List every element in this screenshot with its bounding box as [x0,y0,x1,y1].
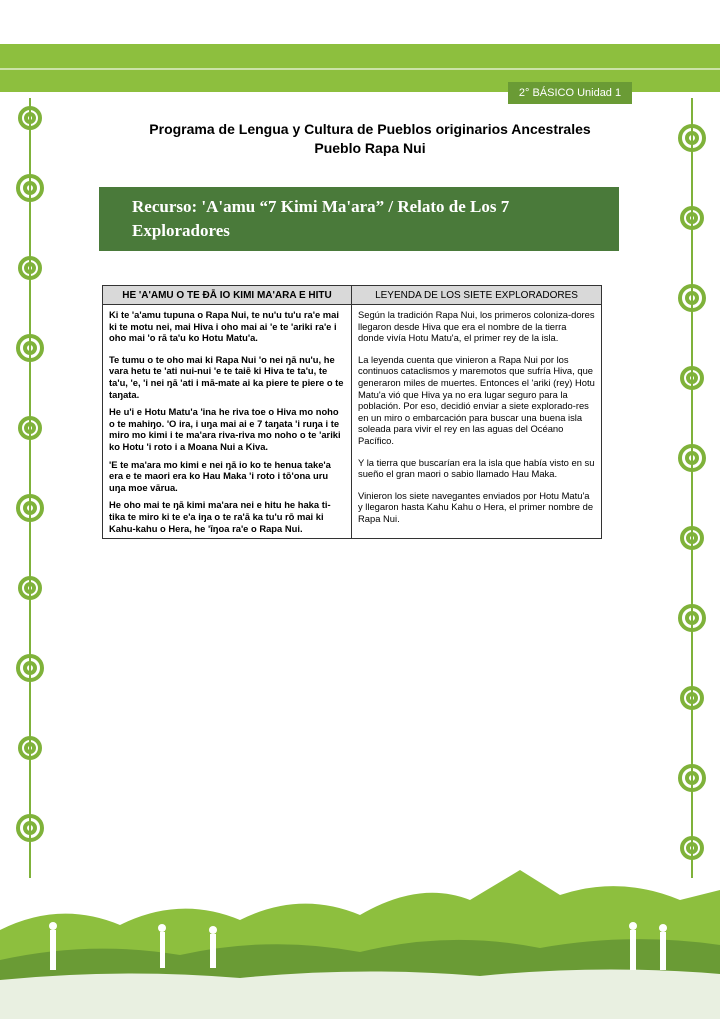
rapanui-text-cell [103,305,352,539]
spanish-paragraph: Según la tradición Rapa Nui, los primeros coloniza-dores llegaron desde Hiva que era el nombre de la tierra donde vivía Hotu Matu'a, el primer rey de la isla. [358,309,595,344]
left-spiral-border-icon [10,98,50,878]
bilingual-legend-table [102,285,602,539]
spanish-paragraph: Y la tierra que buscarían era la isla que había visto en su sueño el gran maori o sabio llamado Hau Maka. [358,456,595,480]
rapanui-paragraph: He u'i e Hotu Matu'a 'ina he riva toe o Hiva mo noho o te mahiŋo. 'O ira, i uŋa mai ai e 7 taŋata 'i ruŋa i te miro mo kimi i te ma'ara riva-riva mo noho o te 'ariki ko Hotu 'i roto i a Moana Nui a Kiva. [109,406,341,452]
resource-title-line2: Exploradores [132,221,230,240]
program-subtitle: Pueblo Rapa Nui [314,140,426,156]
resource-title-line1: Recurso: 'A'amu “7 Kimi Ma'ara” / Relato de Los 7 [132,197,510,216]
rapanui-paragraph: Te tumu o te oho mai ki Rapa Nui 'o nei ŋā nu'u, he vara hetu te 'ati nui-nui 'e te taiē ki Hiva te ta'u, te ta'u, 'e, 'i nei ŋā 'ati i mā-mate ai ka piere te piere o te taŋata. [109,353,344,400]
rapanui-paragraph: 'E te ma'ara mo kimi e nei ŋā io ko te henua take'a era e te maori era ko Hau Maka 'i roto i tō'ona uru uŋa moe vārua. [109,458,331,493]
spanish-column-header: LEYENDA DE LOS SIETE EXPLORADORES [352,286,602,305]
spanish-text-cell [352,305,602,539]
rapanui-paragraph: He oho mai te ŋā kimi ma'ara nei e hitu he haka ti-tika te miro ki te e'a iŋa o te ra'ā ka tu'u rō mai ki Kahu-kahu o Hera, he 'īŋoa ra'e o Rapa Nui. [109,499,331,534]
spanish-paragraph: Vinieron los siete navegantes enviados por Hotu Matu'a y llegaron hasta Kahu Kahu o Hera, el primer nombre de Rapa Nui. [358,489,594,524]
landscape-footer-icon [0,860,720,1019]
top-band-divider [0,68,720,70]
table-header-row [103,286,602,305]
table-row [103,305,602,539]
right-spiral-border-icon [672,98,712,878]
resource-title [132,195,612,243]
rapanui-column-header: HE 'A'AMU O TE ĐĀ IO KIMI MA'ARA E HITU [103,286,352,305]
grade-unit-badge: 2° BÁSICO Unidad 1 [508,82,632,104]
rapanui-paragraph: Ki te 'a'amu tupuna o Rapa Nui, te nu'u tu'u ra'e mai ki te motu nei, mai Hiva i oho mai ai 'e te 'ariki ra'e i oho mai 'o rā ta'u ko Hotu Matu'a. [109,309,339,344]
spanish-paragraph: La leyenda cuenta que vinieron a Rapa Nui por los continuos cataclismos y maremotos que sufría Hiva, que generaron miles de muertes. Entonces el 'ariki (rey) Hotu Matu'a vió que Hiva ya no era lugar seguro para la población. Por eso, decidió enviar a siete explorado-res en un miro o embarcación para buscar una buena isla soleada para vivir el rey en las aguas del Océano Pacífico. [358,353,595,446]
program-title: Programa de Lengua y Cultura de Pueblos originarios Ancestrales [149,121,591,137]
